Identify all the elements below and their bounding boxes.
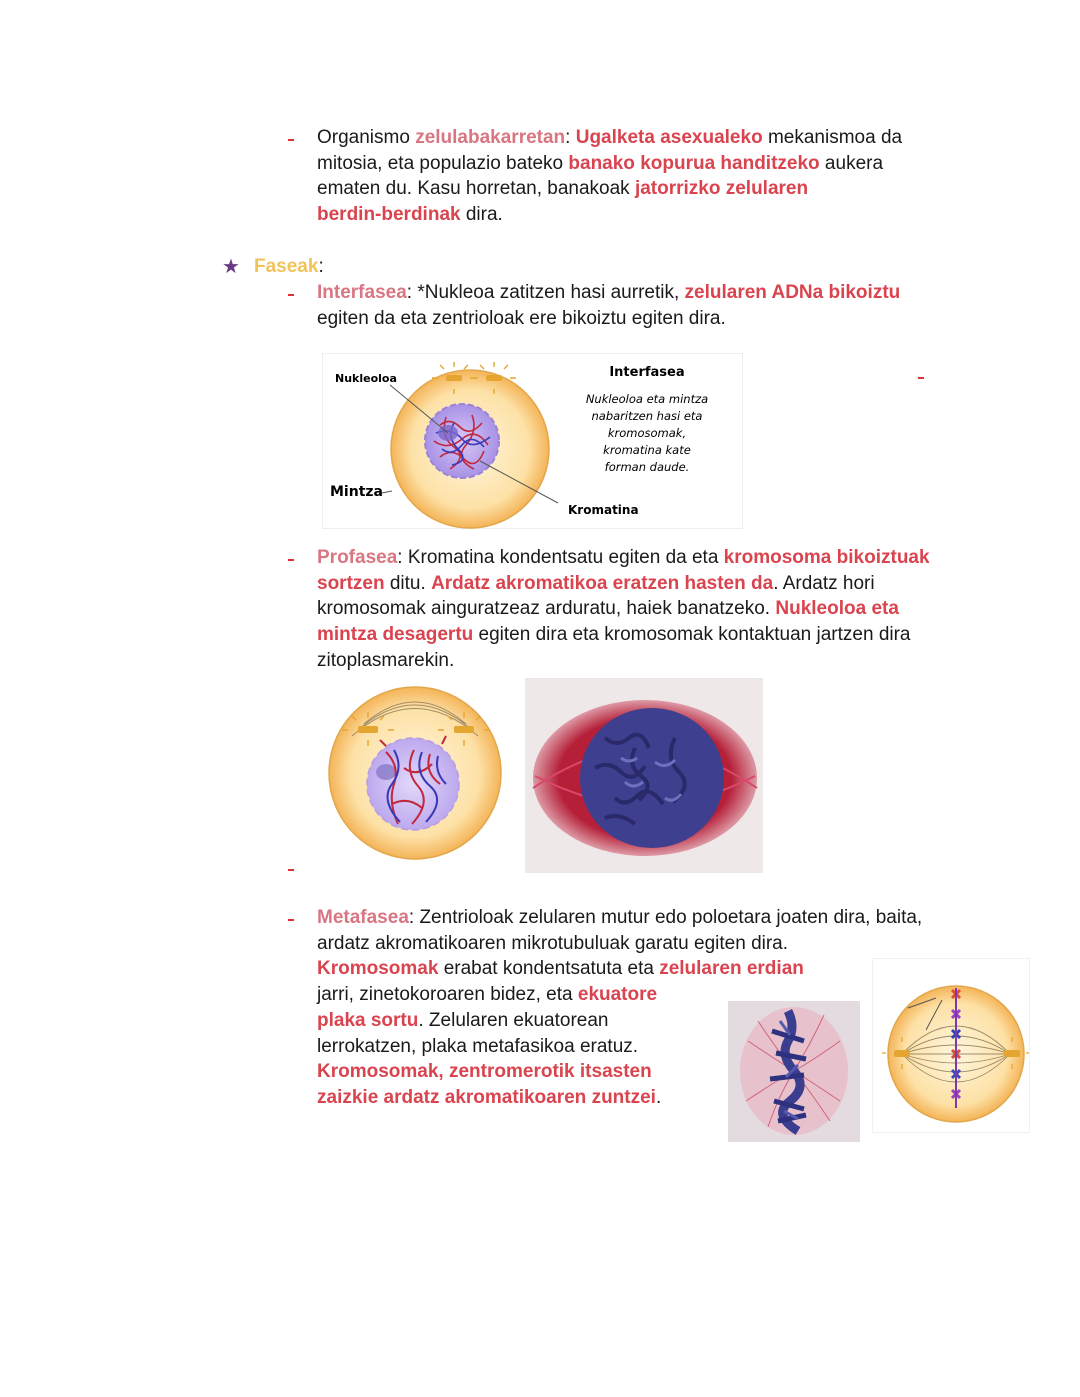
highlight: zelulabakarretan: [415, 127, 566, 148]
caption-line: kromosomak,: [607, 426, 687, 440]
text: ardatz akromatikoaren mikrotubuluak garatu egiten dira.: [317, 932, 789, 954]
caption-line: forman daude.: [604, 460, 690, 474]
bullet-dash: [288, 869, 294, 871]
metafase-svg: [872, 958, 1030, 1133]
bullet-dash: [918, 377, 924, 379]
text: :: [318, 256, 324, 277]
highlight: Ugalketa asexualeko: [575, 127, 763, 148]
text: :: [565, 127, 576, 148]
highlight: zelularen ADNa bikoiztu: [684, 282, 901, 303]
caption-line: nabaritzen hasi eta: [591, 409, 703, 423]
highlight: Ardatz akromatikoa eratzen hasten da: [431, 572, 774, 594]
interfase-diagram: [322, 353, 743, 529]
profase-diagram: [322, 684, 508, 860]
heading-text: Faseak: [254, 256, 319, 277]
highlight: banako kopurua handitzeko: [568, 152, 820, 174]
text: : Zentrioloak zelularen mutur edo poloetara joaten dira, baita,: [408, 907, 923, 928]
profase-photo-svg: [525, 678, 763, 873]
label-chromatin: Kromatina: [568, 503, 639, 517]
text: jarri, zinetokoroaren bidez, eta: [317, 984, 578, 1006]
metafase-micrograph: [728, 1001, 860, 1142]
star-icon: ★: [222, 256, 240, 278]
interfase-paragraph: [317, 280, 957, 331]
phase-name: Metafasea: [317, 907, 409, 928]
text: zitoplasmarekin.: [317, 649, 455, 671]
phases-heading: [254, 254, 324, 280]
label-membrane: Mintza: [330, 484, 383, 500]
text: ditu.: [384, 572, 432, 594]
bullet-dash: [288, 919, 294, 921]
text: mitosia, eta populazio bateko: [317, 152, 569, 174]
text: mekanismoa da: [762, 127, 903, 148]
text: : *Nukleoa zatitzen hasi aurretik,: [406, 282, 685, 303]
text: . Zelularen ekuatorean: [418, 1009, 609, 1031]
bullet-dash: [288, 559, 294, 561]
profase-paragraph: [317, 545, 977, 674]
text: : Kromatina kondentsatu egiten da eta: [397, 547, 724, 568]
highlight: zaizkie ardatz akromatikoaren zuntzei: [317, 1086, 656, 1108]
highlight: jatorrizko zelularen: [634, 178, 809, 200]
caption-line: Nukleoloa eta mintza: [585, 392, 709, 406]
phase-name: Profasea: [317, 547, 398, 568]
bullet-dash: [288, 139, 294, 141]
highlight: Kromosomak: [317, 958, 439, 980]
text: Organismo: [317, 127, 416, 148]
profase-micrograph: [525, 678, 763, 873]
text: erabat kondentsatuta eta: [438, 958, 660, 980]
text: egiten da eta zentrioloak ere bikoiztu egiten dira.: [317, 307, 726, 329]
highlight: Nukleoloa eta: [775, 598, 899, 620]
highlight: sortzen: [317, 572, 385, 594]
text: lerrokatzen, plaka metafasikoa eratuz.: [317, 1035, 639, 1057]
bullet-dash: [288, 294, 294, 296]
phase-name: Interfasea: [317, 282, 407, 303]
text: kromosomak ainguratzeaz arduratu, haiek banatzeko.: [317, 598, 776, 620]
caption-line: kromatina kate: [603, 443, 691, 457]
caption-title: Interfasea: [609, 365, 685, 380]
label-nucleolus: Nukleoloa: [335, 372, 397, 385]
profase-svg: [322, 684, 508, 860]
text: aukera: [819, 152, 884, 174]
text: ematen du. Kasu horretan, banakoak: [317, 178, 635, 200]
highlight: berdin-berdinak: [317, 204, 461, 226]
highlight: kromosoma bikoiztuak: [723, 547, 930, 568]
metafase-photo-svg: [728, 1001, 860, 1142]
text: .: [655, 1086, 662, 1108]
interfase-svg: [322, 353, 743, 529]
highlight: ekuatore: [577, 984, 658, 1006]
text: egiten dira eta kromosomak kontaktuan jartzen dira: [473, 624, 911, 646]
text: . Ardatz hori: [773, 572, 875, 594]
highlight: plaka sortu: [317, 1009, 419, 1031]
metafase-diagram: [872, 958, 1030, 1133]
intro-paragraph: [317, 125, 957, 228]
text: dira.: [460, 204, 503, 226]
highlight: Kromosomak, zentromerotik itsasten: [317, 1061, 652, 1083]
highlight: mintza desagertu: [317, 624, 474, 646]
highlight: zelularen erdian: [659, 958, 804, 980]
